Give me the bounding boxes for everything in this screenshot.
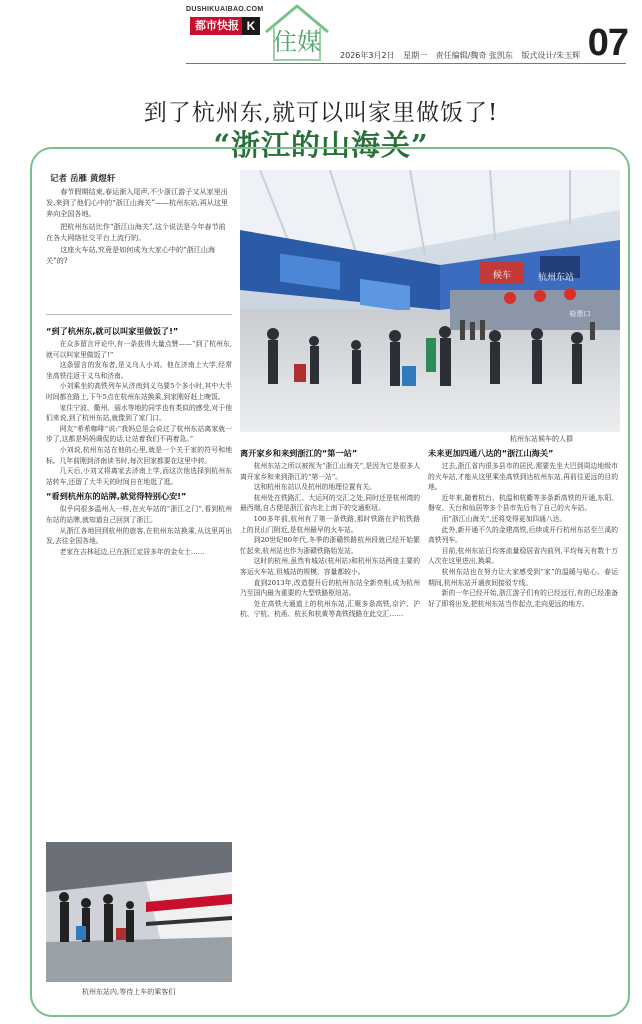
body-paragraph: 100多年前,杭州有了第一条铁路,那时铁路在沪杭铁路上的艮山门附近,是杭州最早的火车站。 xyxy=(240,514,420,534)
section-heading: “看到杭州东的站牌,就觉得特别心安!” xyxy=(46,491,187,502)
station-sign: 杭州东站 xyxy=(537,273,575,283)
issue-weekday: 星期一 xyxy=(403,51,428,60)
paper-name: 都市快报 xyxy=(190,17,244,35)
issue-info xyxy=(340,50,586,61)
station-sign: 检票口 xyxy=(569,310,591,318)
article-column-3 xyxy=(428,444,618,1014)
section-logo-text: 住媒 xyxy=(273,28,321,56)
issue-editor: 责任编辑/魏奇 张凯东 xyxy=(435,51,513,60)
body-paragraph: 几天后,小刘又将离家去济南上学,而这次他选择到杭州东站转车,还留了大半天的时间自在地逛了逛。 xyxy=(46,467,232,486)
issue-date: 2026年3月2日 xyxy=(340,51,395,60)
masthead-rule xyxy=(186,63,626,64)
body-paragraph: 从浙江各地回到杭州的旅客,在杭州东站换乘,从这里再出发,去往全国各地。 xyxy=(46,526,232,546)
body-paragraph: 小刘乘坐的高铁列车从济南到义乌要5个多小时,其中大半时间都在路上,下午5点在杭州东站换乘,到家刚好赶上晚饭。 xyxy=(46,382,232,401)
issue-designer: 版式设计/朱玉辉 xyxy=(521,51,581,60)
article-column-2 xyxy=(240,444,420,1014)
body-paragraph: 这条留言的发布者,是义乌人小刘。他在济南上大学,经常坐高铁往返于义乌和济南。 xyxy=(46,361,232,380)
body-paragraph: 过去,浙江省内很多县市的居民,需要先坐大巴到周边地级市的火车站,才能从这里乘坐高铁到达杭州东站,再前往更远的目的地。 xyxy=(428,462,618,492)
body-paragraph: 而“浙江山海关”,还将变得更加四通八达。 xyxy=(441,514,567,523)
section-heading: 离开家乡和来到浙江的“第一站” xyxy=(240,448,358,458)
body-paragraph: 此外,新开通不久的金建高铁,后续或开行杭州东站至兰溪的高铁列车。 xyxy=(428,525,618,545)
body-paragraph: 老家在吉林延边,已在浙江定居多年的金女士…… xyxy=(59,547,205,556)
body-paragraph: 杭州处在铁路汇、大运河的交汇之处,同时还是杭州湾的最西端,自古便是浙江省内北上南下的交通枢纽。 xyxy=(240,493,420,513)
article-headline: “浙江的山海关” xyxy=(213,128,429,162)
body-paragraph: 杭州东站之所以被视为“浙江山海关”,是因为它是很多人离开家乡和来到浙江的“第一站”。 xyxy=(240,462,420,481)
body-paragraph: 到20世纪80年代,冬季的浙赣铁路杭州段就已经开始繁忙起来,杭州站也作为浙赣铁路始发站。 xyxy=(240,536,420,555)
article-kicker: 到了杭州东,就可以叫家里做饭了! xyxy=(143,100,499,126)
intro-paragraph: 把杭州东站比作“浙江山海关”,这个说法是今年春节前在各大网络社交平台上流行的。 xyxy=(46,221,226,242)
body-paragraph: 这时的杭州,虽然有城站(杭州站)和杭州东站两座主要的客运火车站,但城站的规模、容量都较小。 xyxy=(240,557,420,576)
section-heading: 未来更加四通八达的“浙江山海关” xyxy=(428,448,554,458)
intro-paragraph: 春节假期结束,春运渐入尾声,不少浙江游子又从家里出发,来到了他们心中的“浙江山海关”——杭州东站,再从这里奔向全国各地。 xyxy=(46,187,229,219)
body-paragraph: 似乎同很多温州人一样,在火车站的“浙江之门”,看到杭州东站的站牌,就知道自己回到了浙江。 xyxy=(46,505,232,524)
body-paragraph: 杭州东站也在努力让大家感受到“家”的温暖与贴心。春运期间,杭州东站开通夜间接驳专线。 xyxy=(428,567,618,587)
intro-paragraph: 这座火车站,究竟是如何成为大家心中的“浙江山海关”的? xyxy=(46,245,216,266)
body-paragraph: 新的一年已经开始,浙江游子们有的已经远行,有的已经准备好了即将出发,把杭州东站当作起点,走向更远的地方。 xyxy=(428,589,618,608)
masthead xyxy=(0,0,642,72)
body-paragraph: 直到2013年,改造提升后的杭州东站全新亮相,成为杭州乃至国内最为重要的大型铁路枢纽站。 xyxy=(240,578,420,598)
paper-k-logo: K xyxy=(242,17,260,35)
article-intro xyxy=(46,186,232,267)
section-heading: “到了杭州东,就可以叫家里做饭了!” xyxy=(46,326,179,336)
intro-divider xyxy=(46,314,232,315)
body-paragraph: 小刘说,杭州东站在他的心里,就是一个关于家的符号和地标。几年前刚到济南读书时,每次回家都要在这里中转。 xyxy=(46,445,232,465)
body-paragraph: 家住宁波、衢州、丽水等地的同学也有类似的感受,对于他们来说,到了杭州东站,就像到了家门口。 xyxy=(46,403,232,423)
body-paragraph: 这和杭州东站以及杭州的地理位置有关。 xyxy=(253,483,376,492)
byline: 记者 岳雁 黄煜轩 xyxy=(50,174,116,184)
station-hall-photo xyxy=(240,170,620,432)
body-paragraph: 在众多留言评论中,有一条获得大量点赞——“到了杭州东,就可以叫家里做饭了!” xyxy=(46,340,232,359)
body-paragraph: 网友“希希咖啡”说:“我妈总是会说过了杭州东站离家就一步了,这都是妈妈调侃的话,让站着我们不再着急。” xyxy=(46,424,232,444)
platform-photo xyxy=(46,842,232,982)
body-paragraph: 目前,杭州东站日均客流量稳居省内前列,平均每天有数十万人次在这里进出,换乘。 xyxy=(428,546,618,566)
photo-caption: 杭州东站候车的人群 xyxy=(510,435,573,443)
page-number: 07 xyxy=(587,22,628,64)
section-logo-icon xyxy=(262,2,332,64)
masthead-url: DUSHIKUAIBAO.COM xyxy=(186,6,264,13)
article-column-1 xyxy=(46,322,232,842)
station-sign: 候车 xyxy=(492,271,512,281)
body-paragraph: 近年来,随着杭台、杭温和杭衢等多条新高铁的开通,东阳、磐安、天台和仙居等多个县市先后有了自己的火车站。 xyxy=(428,493,618,513)
body-paragraph: 处在高铁大通道上的杭州东站,汇聚多条高铁,京沪、沪杭、宁杭、杭甬、杭长和杭黄等高铁线路在此交汇…… xyxy=(240,599,420,619)
photo-caption: 杭州东站内,等待上车的乘客们 xyxy=(82,988,176,996)
